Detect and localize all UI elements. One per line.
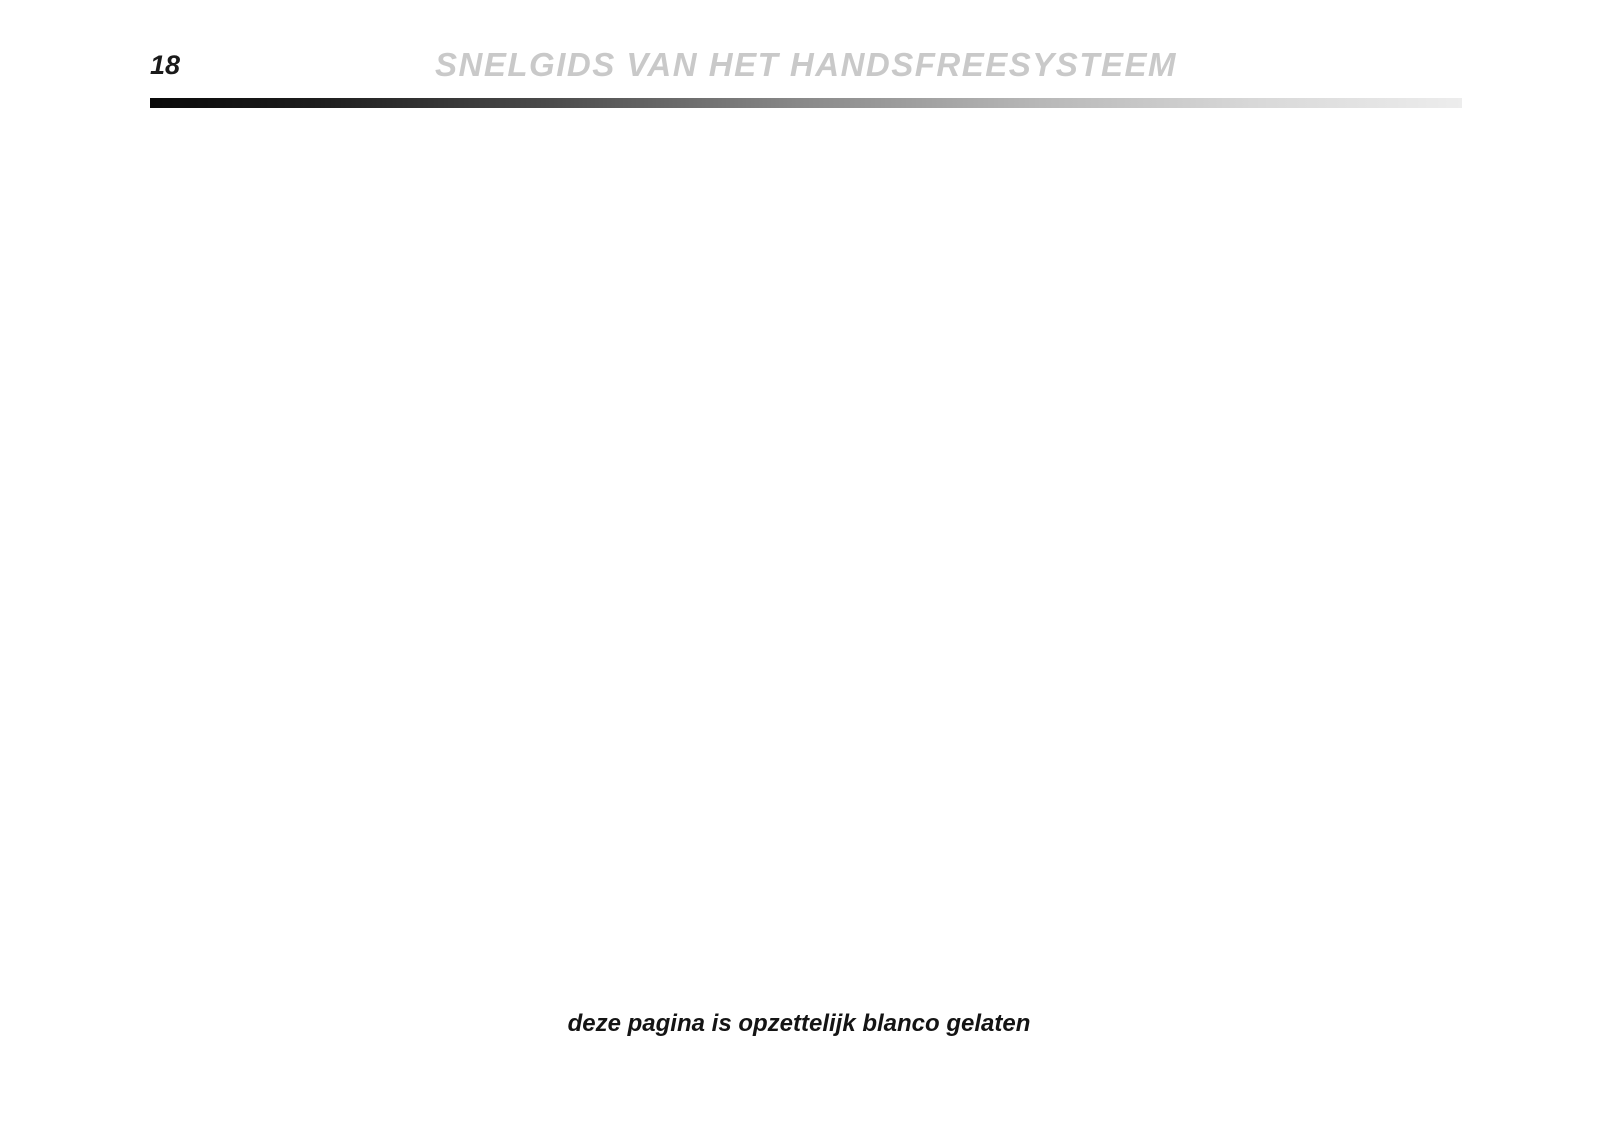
header-divider — [150, 98, 1462, 108]
blank-page-note: deze pagina is opzettelijk blanco gelaten — [567, 1010, 1031, 1037]
page-header — [0, 0, 1598, 120]
page-content-area — [150, 130, 1462, 990]
page-title: SNELGIDS VAN HET HANDSFREESYSTEEM — [435, 46, 1177, 83]
page-number: 18 — [150, 50, 181, 80]
